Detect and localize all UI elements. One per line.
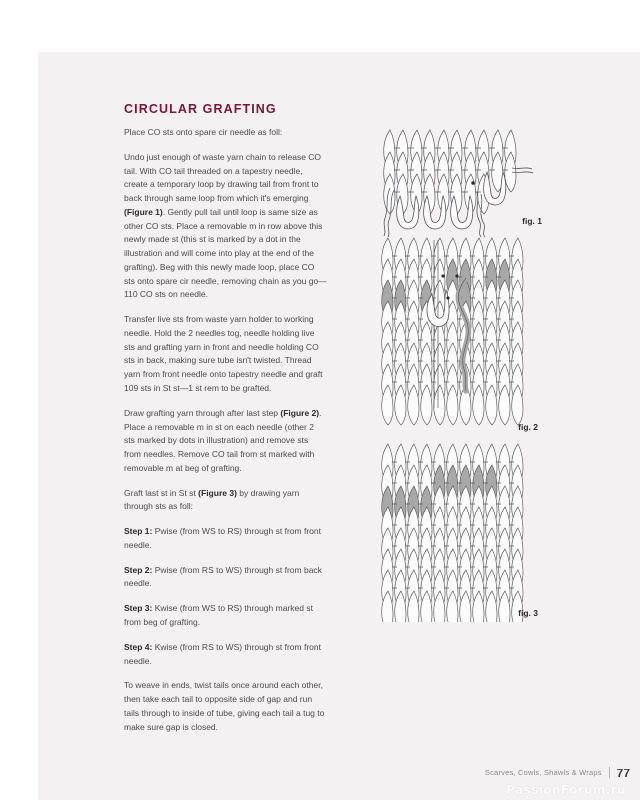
book-page	[38, 52, 640, 800]
paragraph-weave-in-ends: To weave in ends, twist tails once around each other, then take each tail to opposite side of gap and run tails through to inside of tube, giving each tail a tug to make sure gap is closed.	[124, 680, 325, 732]
paragraph-graft-last-st: Graft last st in St st (Figure 3) by drawing yarn through sts as foll:	[124, 487, 300, 512]
figure-2	[376, 236, 546, 432]
watermark: PassionForum.ru	[506, 783, 626, 797]
paragraph-step-3: Step 3: Kwise (from WS to RS) through marked st from beg of grafting.	[124, 603, 313, 627]
knitting-diagram-grafting-yarn-icon	[376, 236, 536, 436]
figure-1-label: fig. 1	[522, 216, 542, 226]
paragraph-undo-chain: Undo just enough of waste yarn chain to release CO tail. With CO tail threaded on a tapestry needle, create a temporary loop by drawing tail from front to back through same loop from which it's emerging (Figure 1). Gently pull tail until loop is same size as other CO sts. Place a removable m in row above this newly made st (this st is marked by a dot in the illustration and will come into play at the end of the grafting). Beg with this newly made loop, place CO sts onto spare cir needle, removing chain as you go—110 CO sts on needle.	[124, 151, 327, 300]
paragraph-step-4: Step 4: Kwise (from RS to WS) through st from front needle.	[124, 641, 321, 666]
figure-1	[376, 126, 546, 226]
instruction-text-column	[124, 126, 327, 745]
figure-3-label: fig. 3	[518, 608, 538, 618]
figure-3	[376, 442, 546, 618]
paragraph-transfer-live-sts: Transfer live sts from waste yarn holder to working needle. Hold the 2 needles tog, needle holding live sts and grafting yarn in front and needle holding CO sts in back, making sure tube isn't twisted. Thread yarn from front needle onto tapestry needle and graft 109 sts in St st—1 st rem to be grafted.	[124, 314, 323, 394]
marker-dot	[471, 181, 474, 184]
figure-column	[376, 126, 546, 628]
page-title: CIRCULAR GRAFTING	[124, 102, 277, 116]
paragraph-intro: Place CO sts onto spare cir needle as foll:	[124, 127, 283, 137]
marker-dot	[441, 274, 444, 277]
footer-book-title: Scarves, Cowls, Shawls & Wraps	[484, 768, 602, 777]
marker-dot	[446, 296, 449, 299]
page-footer	[124, 767, 630, 778]
figure-2-label: fig. 2	[518, 422, 538, 432]
knitting-diagram-completed-graft-icon	[376, 442, 536, 622]
paragraph-step-1: Step 1: Pwise (from WS to RS) through st from front needle.	[124, 526, 321, 550]
paragraph-step-2: Step 2: Pwise (from RS to WS) through st from back needle.	[124, 564, 322, 589]
footer-divider	[609, 767, 610, 778]
paragraph-draw-grafting-yarn: Draw grafting yarn through after last step (Figure 2). Place a removable m in st on each needle (other 2 sts marked by dots in illustration) and remove sts from needles. Remove CO tail from st marked with removable m at beg of grafting.	[124, 407, 322, 473]
marker-dot	[455, 274, 458, 277]
footer-page-number: 77	[616, 769, 630, 778]
